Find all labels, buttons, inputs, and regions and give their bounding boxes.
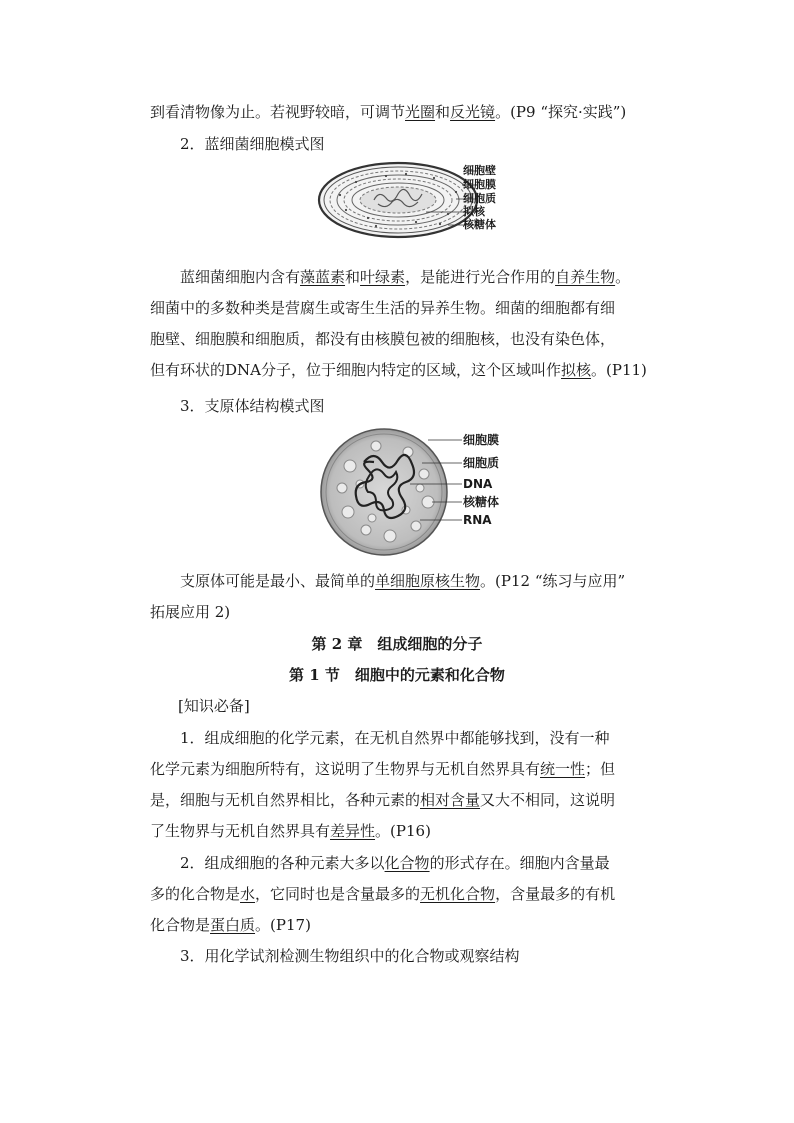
- text-line: [180, 852, 650, 874]
- text-line: 胞壁、细胞膜和细胞质，都没有由核膜包被的细胞核，也没有染色体，: [150, 330, 616, 348]
- text: 。(P11): [591, 361, 647, 379]
- underlined-term: 水: [240, 885, 256, 903]
- diagram-label: 核糖体: [463, 495, 500, 509]
- diagram-label: 核糖体: [463, 218, 496, 231]
- text-line: 拓展应用 2): [150, 603, 231, 621]
- text: 。(P16): [375, 822, 431, 840]
- underlined-term: 叶绿素: [360, 268, 406, 286]
- figure-heading: 3．支原体结构模式图: [180, 397, 325, 415]
- text: 到看清物像为止。若视野较暗，可调节: [150, 103, 406, 121]
- underlined-term: 拟核: [561, 361, 592, 379]
- underlined-term: 统一性: [540, 760, 586, 778]
- text: 支原体可能是最小、最简单的: [180, 572, 376, 590]
- text: 蓝细菌细胞内含有: [180, 268, 301, 286]
- text-line: [180, 570, 650, 592]
- underlined-term: 反光镜: [450, 103, 496, 121]
- text-line: 3．用化学试剂检测生物组织中的化合物或观察结构: [180, 947, 520, 965]
- figure-heading: 2．蓝细菌细胞模式图: [180, 135, 325, 153]
- diagram-label: RNA: [463, 513, 492, 527]
- diagram-label: DNA: [463, 477, 493, 491]
- text: 多的化合物是: [150, 885, 241, 903]
- underlined-term: 藻蓝素: [300, 268, 346, 286]
- text-line: [150, 820, 650, 842]
- section-title: 第 1 节 细胞中的元素和化合物: [289, 666, 505, 684]
- text: ，它同时也是含量最多的: [255, 885, 421, 903]
- text: ，含量最多的有机: [495, 885, 616, 903]
- text-line: [180, 266, 650, 288]
- diagram-label: 细胞膜: [463, 433, 500, 447]
- text-line: [150, 359, 650, 381]
- text: 。(P12 “练习与应用”: [480, 572, 626, 590]
- chapter-title: 第 2 章 组成细胞的分子: [311, 635, 483, 653]
- text: 。(P17): [255, 916, 311, 934]
- text: 化学元素为细胞所特有，这说明了生物界与无机自然界具有: [150, 760, 541, 778]
- text: 的形式存在。细胞内含量最: [429, 854, 610, 872]
- text-line: 1．组成细胞的化学元素，在无机自然界中都能够找到，没有一种: [180, 729, 610, 747]
- text-line: [150, 914, 650, 936]
- underlined-term: 自养生物: [555, 268, 616, 286]
- text: 又大不相同，这说明: [480, 791, 616, 809]
- text: 。: [615, 268, 631, 286]
- diagram-label: 细胞壁: [463, 164, 496, 177]
- diagram-label: 细胞质: [463, 456, 500, 470]
- text: 和: [345, 268, 361, 286]
- text: 。(P9 “探究·实践”): [495, 103, 627, 121]
- text-line: 细菌中的多数种类是营腐生或寄生生活的异养生物。细菌的细胞都有细: [150, 299, 616, 317]
- underlined-term: 差异性: [330, 822, 376, 840]
- text-line: [150, 789, 650, 811]
- text: 但有环状的DNA分子，位于细胞内特定的区域，这个区域叫作: [150, 361, 561, 379]
- underlined-term: 单细胞原核生物: [375, 572, 481, 590]
- diagram-label: 细胞质: [463, 192, 496, 205]
- text: 和: [435, 103, 451, 121]
- mycoplasma-diagram: [320, 426, 520, 558]
- text-line: [150, 883, 650, 905]
- underlined-term: 化合物: [384, 854, 430, 872]
- text: ，是能进行光合作用的: [405, 268, 556, 286]
- text: 了生物界与无机自然界具有: [150, 822, 331, 840]
- underlined-term: 相对含量: [420, 791, 481, 809]
- cyanobacteria-diagram: [316, 160, 516, 240]
- knowledge-heading: [知识必备]: [178, 697, 250, 715]
- underlined-term: 光圈: [405, 103, 436, 121]
- text: ；但: [585, 760, 616, 778]
- text: 化合物是: [150, 916, 211, 934]
- diagram-label: 细胞膜: [463, 178, 496, 191]
- text: 2．组成细胞的各种元素大多以: [180, 854, 385, 872]
- text: 是，细胞与无机自然界相比，各种元素的: [150, 791, 421, 809]
- underlined-term: 无机化合物: [420, 885, 496, 903]
- text-line: [150, 101, 650, 123]
- diagram-label: 拟核: [463, 205, 485, 218]
- text-line: [150, 758, 650, 780]
- underlined-term: 蛋白质: [210, 916, 256, 934]
